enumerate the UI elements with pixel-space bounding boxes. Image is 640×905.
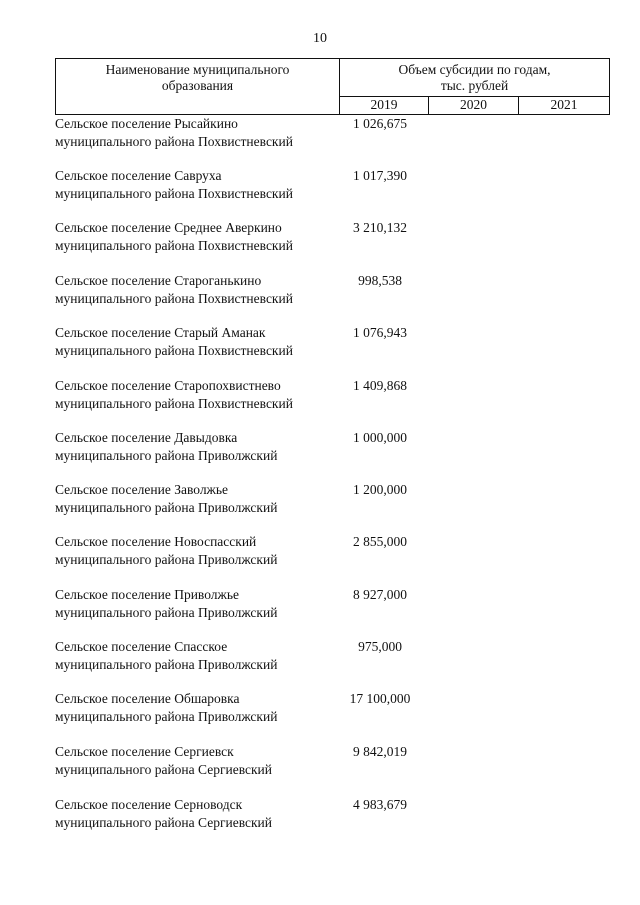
row-name-line1: Сельское поселение Староганькино <box>55 273 262 288</box>
row-name-line2: муниципального района Приволжский <box>55 500 278 515</box>
row-name-line2: муниципального района Похвистневский <box>55 186 293 201</box>
row-name-line1: Сельское поселение Сергиевск <box>55 744 234 759</box>
row-value-2019: 1 200,000 <box>353 482 407 497</box>
row-name <box>55 429 345 465</box>
row-name-line2: муниципального района Похвистневский <box>55 291 293 306</box>
row-name-line1: Сельское поселение Заволжье <box>55 482 229 497</box>
row-value-2019: 1 017,390 <box>353 168 407 183</box>
table-row <box>55 638 435 674</box>
row-name-line1: Сельское поселение Давыдовка <box>55 430 238 445</box>
row-name-line2: муниципального района Приволжский <box>55 552 278 567</box>
row-name <box>55 586 345 622</box>
table-row <box>55 586 435 622</box>
row-value-2019: 1 409,868 <box>353 378 407 393</box>
row-name-line2: муниципального района Сергиевский <box>55 762 272 777</box>
row-name-line2: муниципального района Похвистневский <box>55 134 293 149</box>
row-name-line2: муниципального района Приволжский <box>55 605 278 620</box>
table-row <box>55 167 435 203</box>
row-name <box>55 481 345 517</box>
row-name <box>55 272 345 308</box>
row-value-2019: 1 026,675 <box>353 116 407 131</box>
row-value-2019: 4 983,679 <box>353 797 407 812</box>
header-name-line1: Наименование муниципального <box>105 62 290 77</box>
row-name-line1: Сельское поселение Обшаровка <box>55 691 240 706</box>
header-subsidy-line2: тыс. рублей <box>440 78 509 93</box>
row-name-line1: Сельское поселение Рысайкино <box>55 116 238 131</box>
row-name-line1: Сельское поселение Новоспасский <box>55 534 257 549</box>
table-row <box>55 219 435 255</box>
row-name <box>55 690 345 726</box>
table-row <box>55 690 435 726</box>
row-name <box>55 796 345 832</box>
row-value-2019: 2 855,000 <box>353 534 407 549</box>
table-row <box>55 272 435 308</box>
row-name-line2: муниципального района Приволжский <box>55 709 278 724</box>
table-row <box>55 743 435 779</box>
table-row <box>55 481 435 517</box>
row-value-2019: 8 927,000 <box>353 587 407 602</box>
row-name-line2: муниципального района Похвистневский <box>55 343 293 358</box>
row-value-2019: 1 076,943 <box>353 325 407 340</box>
row-name <box>55 533 345 569</box>
table-row <box>55 324 435 360</box>
header-name-line2: образования <box>161 78 234 93</box>
row-name-line1: Сельское поселение Спасское <box>55 639 228 654</box>
row-value-2019: 998,538 <box>358 273 402 288</box>
row-name-line2: муниципального района Приволжский <box>55 657 278 672</box>
header-year-2019: 2019 <box>370 97 398 112</box>
row-name-line1: Сельское поселение Савруха <box>55 168 222 183</box>
row-value-2019: 9 842,019 <box>353 744 407 759</box>
row-value-2019: 17 100,000 <box>349 691 411 706</box>
row-name <box>55 743 345 779</box>
header-subsidy-line1: Объем субсидии по годам, <box>398 62 551 77</box>
table-row <box>55 533 435 569</box>
page-number: 10 <box>313 31 327 46</box>
row-name <box>55 377 345 413</box>
table-row <box>55 115 435 151</box>
row-name <box>55 167 345 203</box>
row-name-line2: муниципального района Приволжский <box>55 448 278 463</box>
table-row <box>55 796 435 832</box>
row-value-2019: 975,000 <box>358 639 402 654</box>
row-name <box>55 324 345 360</box>
header-year-2021: 2021 <box>550 97 578 112</box>
row-name <box>55 115 345 151</box>
row-name-line1: Сельское поселение Старый Аманак <box>55 325 266 340</box>
row-name-line2: муниципального района Похвистневский <box>55 396 293 411</box>
row-value-2019: 1 000,000 <box>353 430 407 445</box>
row-name <box>55 219 345 255</box>
row-name-line1: Сельское поселение Приволжье <box>55 587 239 602</box>
table-row <box>55 429 435 465</box>
table-row <box>55 377 435 413</box>
row-name-line1: Сельское поселение Серноводск <box>55 797 243 812</box>
header-year-2020: 2020 <box>460 97 487 112</box>
row-name-line2: муниципального района Похвистневский <box>55 238 293 253</box>
row-name-line1: Сельское поселение Среднее Аверкино <box>55 220 282 235</box>
row-name-line1: Сельское поселение Старопохвистнево <box>55 378 281 393</box>
row-name-line2: муниципального района Сергиевский <box>55 815 272 830</box>
row-value-2019: 3 210,132 <box>353 220 407 235</box>
row-name <box>55 638 345 674</box>
